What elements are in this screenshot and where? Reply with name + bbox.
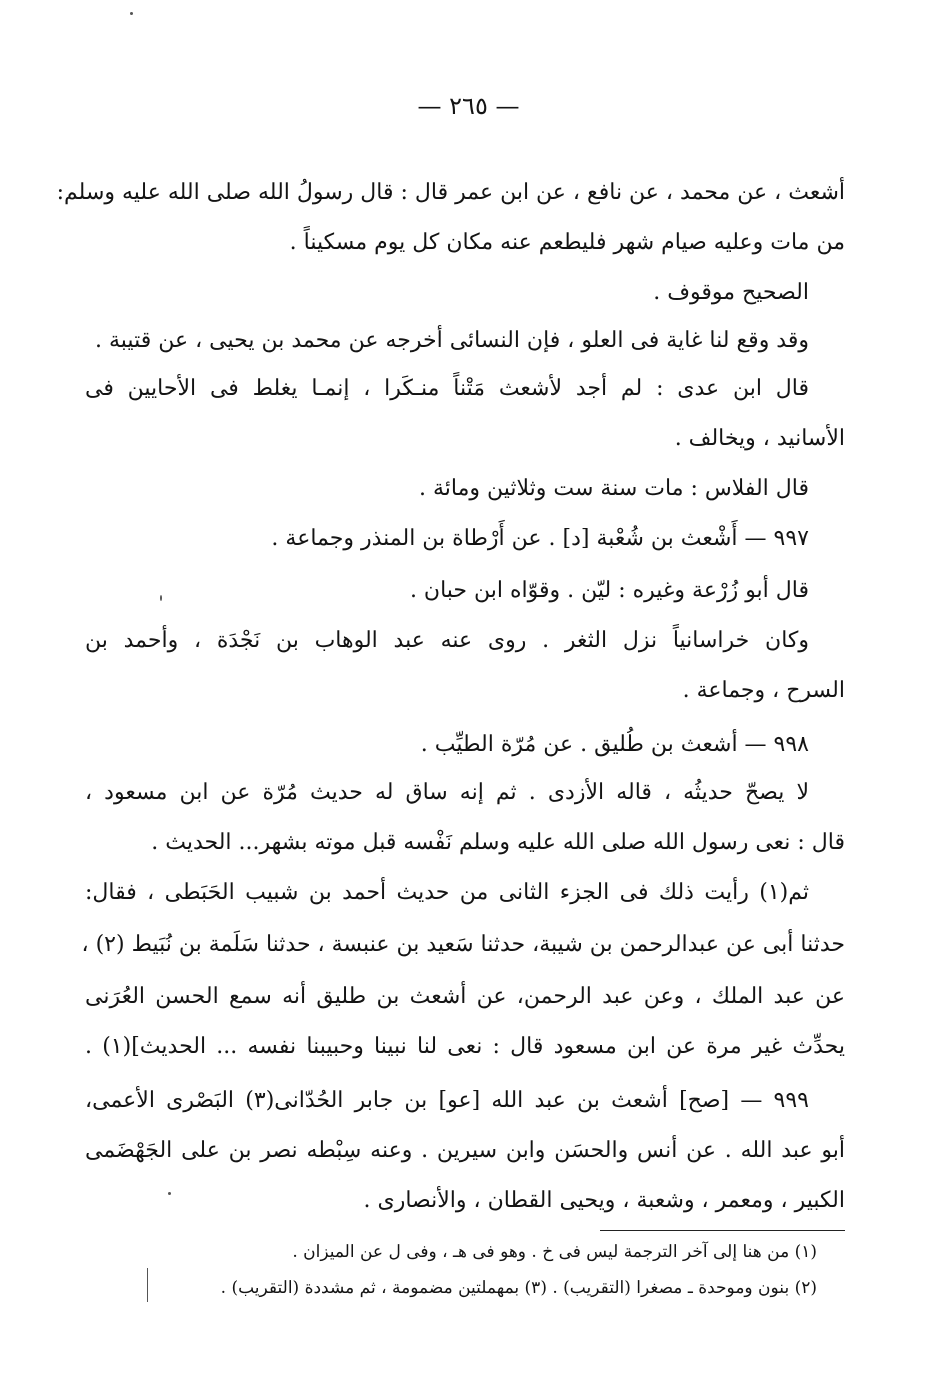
text-line: لا يصحّ حديثُه ، قاله الأزدى . ثم إنه ساق له حديث مُرّة عن ابن مسعود ، [85,780,809,805]
text-line: قال الفلاس : مات سنة ست وثلاثين ومائة . [419,476,809,501]
text-line: أشعث ، عن محمد ، عن نافع ، عن ابن عمر قال : قال رسولُ الله صلى الله عليه وسلم: [56,180,845,205]
text-line: وكان خراسانياً نزل الثغر . روى عنه عبد الوهاب بن نَجْدَة ، وأحمد بن [85,628,809,653]
text-line: السرح ، وجماعة . [682,678,845,703]
scan-speck [130,12,133,15]
text-line: عن عبد الملك ، وعن عبد الرحمن، عن أشعث بن طليق أنه سمع الحسن العُرَنى [85,984,845,1009]
footnote: (١) من هنا إلى آخر الترجمة ليس فى خ . وهو فى هـ ، وفى ل عن الميزان . [292,1242,817,1262]
text-line: أبو عبد الله . عن أنس والحسَن وابن سيرين . وعنه سِبْطه نصر بن على الجَهْضَمى [85,1138,845,1163]
footnote: (٢) بنون وموحدة ـ مصغرا (التقريب) . (٣) بمهملتين مضمومة ، ثم مشددة (التقريب) . [220,1278,817,1298]
entry-heading: ٩٩٧ — أَشْعث بن شُعْبة [د] . عن أَرْطاة بن المنذر وجماعة . [271,526,809,551]
text-line: قال ابن عدى : لم أجد لأشعث مَتْناً منـكَرا ، إنمـا يغلط فى الأحايين فى [85,376,809,401]
entry-heading: ٩٩٨ — أشعث بن طُليق . عن مُرّة الطيِّب . [420,732,809,757]
text-line: الصحيح موقوف . [653,280,809,305]
text-line: من مات وعليه صيام شهر فليطعم عنه مكان كل يوم مسكيناً . [289,230,845,255]
scan-speck [160,595,162,601]
text-line: وقد وقع لنا غاية فى العلو ، فإن النسائى أخرجه عن محمد بن يحيى ، عن قتيبة . [95,328,809,353]
text-line: قال : نعى رسول الله صلى الله عليه وسلم نَفْسه قبل موته بشهر... الحديث . [151,830,845,855]
text-line: يحدِّث غير مرة عن ابن مسعود قال : نعى لنا نبينا وحبيبنا نفسه ... الحديث](١) . [85,1034,845,1059]
text-line: قال أبو زُرْعة وغيره : ليّن . وقوّاه ابن حبان . [409,578,809,603]
text-line: حدثنا أبى عن عبدالرحمن بن شيبة، حدثنا سَعيد بن عنبسة ، حدثنا سَلَمة بن نُبَيط (٢) ، [81,932,845,957]
footnote-divider [600,1230,845,1231]
text-line: الكبير ، ومعمر ، وشعبة ، ويحيى القطان ، والأنصارى . [363,1188,845,1213]
text-line: ثم(١) رأيت ذلك فى الجزء الثانى من حديث أحمد بن شبيب الحَبَطى ، فقال: [85,880,809,905]
page-number: — ٢٦٥ — [417,92,520,120]
entry-heading: ٩٩٩ — [صح] أشعث بن عبد الله [عو] بن جابر الحُدّانى(٣) البَصْرى الأعمى، [85,1088,809,1113]
scan-speck [168,1192,171,1195]
text-line: الأسانيد ، ويخالف . [674,426,845,451]
scan-mark [147,1268,148,1302]
